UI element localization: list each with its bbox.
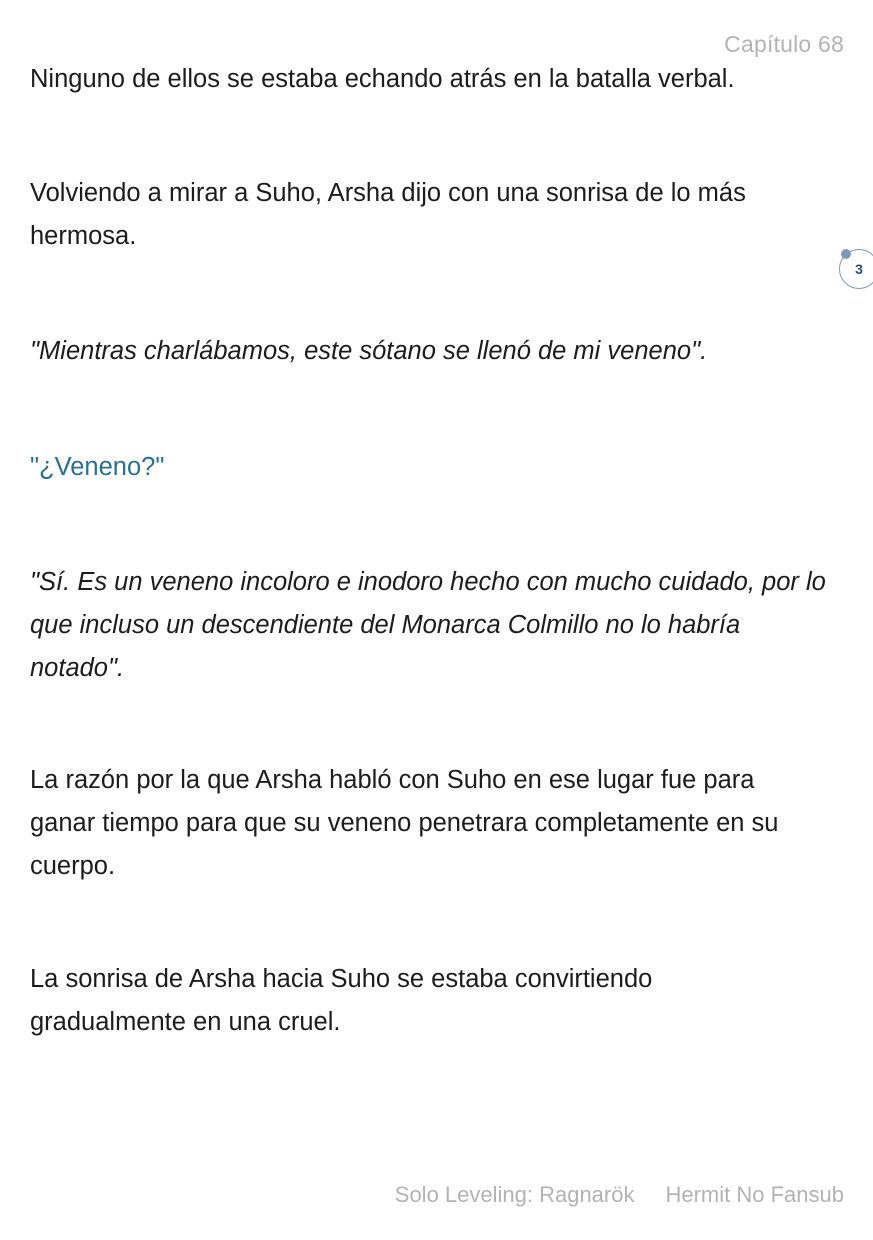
paragraph-dialogue-arsha: "Sí. Es un veneno incoloro e inodoro hecho con mucho cuidado, por lo que incluso un descendiente del Monarca Colmillo no lo habría notado".: [30, 568, 826, 682]
translator-credit: Hermit No Fansub: [665, 1182, 844, 1207]
paragraph-narration: Ninguno de ellos se estaba echando atrás en la batalla verbal.: [30, 65, 735, 93]
paragraph-dialogue-suho: "¿Veneno?": [30, 453, 165, 481]
paragraph-narration: La razón por la que Arsha habló con Suho en ese lugar fue para ganar tiempo para que su veneno penetrara completamente en su cuerpo.: [30, 766, 779, 880]
paragraph-dialogue-arsha: "Mientras charlábamos, este sótano se llenó de mi veneno".: [30, 337, 708, 365]
bookmark-dot-icon: [841, 249, 851, 259]
chapter-label: Capítulo 68: [724, 31, 844, 57]
book-title: Solo Leveling: Ragnarök: [394, 1182, 635, 1207]
paragraph-narration: Volviendo a mirar a Suho, Arsha dijo con una sonrisa de lo más hermosa.: [30, 179, 746, 250]
page-number: 3: [855, 261, 863, 277]
paragraph-narration: La sonrisa de Arsha hacia Suho se estaba convirtiendo gradualmente en una cruel.: [30, 965, 653, 1036]
footer: [395, 1182, 844, 1208]
